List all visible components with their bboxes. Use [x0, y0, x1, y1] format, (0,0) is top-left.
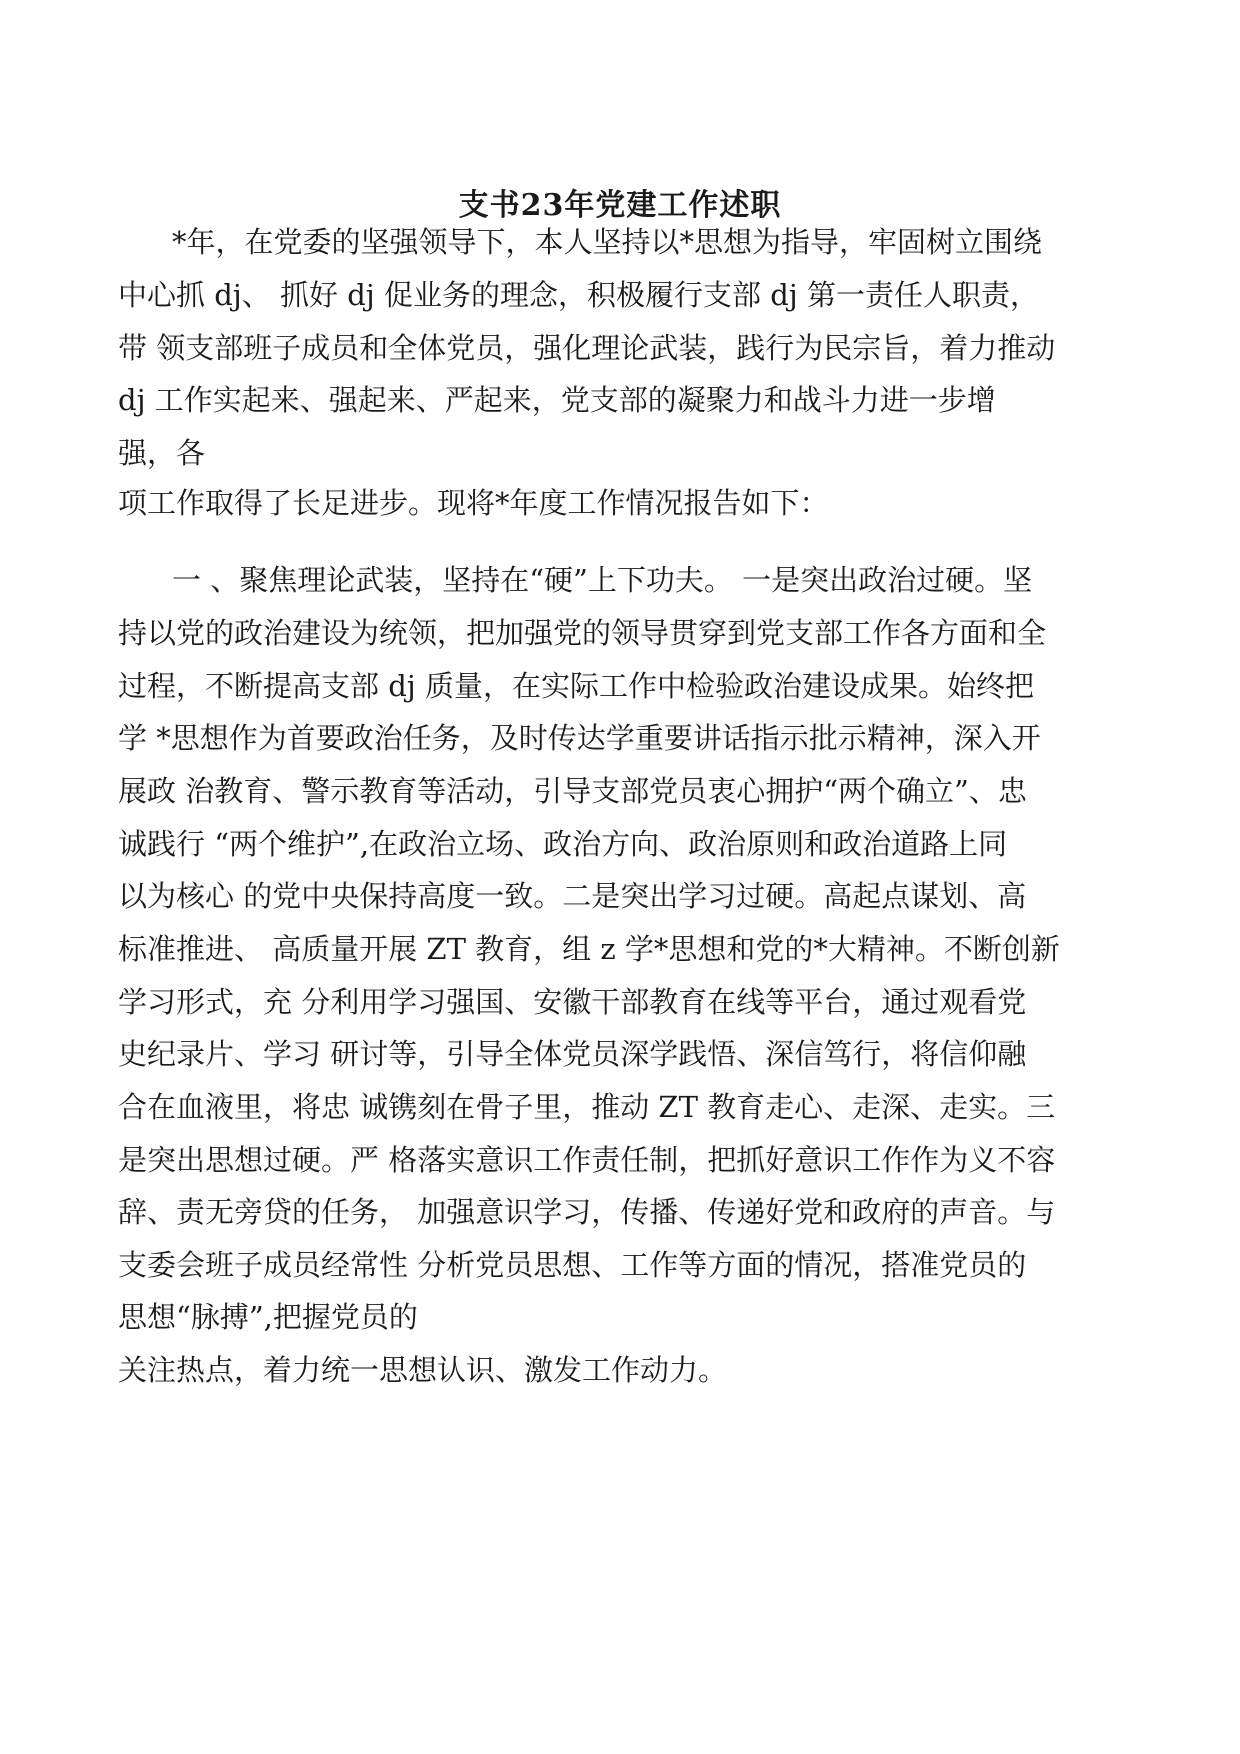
paragraph-line: 学习形式，充 分利用学习强国、安徽干部教育在线等平台，通过观看党	[118, 985, 1027, 1019]
paragraph-line: 一 、聚焦理论武装，坚持在“硬”上下功夫。 一是突出政治过硬。坚	[172, 563, 1033, 597]
paragraph-line: 史纪录片、学习 研讨等，引导全体党员深学践悟、深信笃行，将信仰融	[118, 1037, 1027, 1071]
paragraph-line: 强，各	[118, 436, 206, 470]
paragraph-line: 支委会班子成员经常性 分析党员思想、工作等方面的情况，搭准党员的	[118, 1248, 1027, 1282]
paragraph-line: 是突出思想过硬。严 格落实意识工作责任制，把抓好意识工作作为义不容	[118, 1143, 1056, 1177]
paragraph-line: 辞、责无旁贷的任务， 加强意识学习，传播、传递好党和政府的声音。与	[118, 1195, 1056, 1229]
paragraph-line: 带 领支部班子成员和全体党员，强化理论武装，践行为民宗旨，着力推动	[118, 331, 1056, 365]
paragraph-line: 项工作取得了长足进步。现将*年度工作情况报告如下：	[118, 486, 829, 520]
paragraph-line: 关注热点，着力统一思想认识、激发工作动力。	[118, 1353, 728, 1387]
paragraph-line: 持以党的政治建设为统领，把加强党的领导贯穿到党支部工作各方面和全	[118, 616, 1047, 650]
paragraph-line: 中心抓 dj、 抓好 dj 促业务的理念，积极履行支部 dj 第一责任人职责，	[118, 278, 1039, 312]
paragraph-line: *年，在党委的坚强领导下，本人坚持以*思想为指导，牢固树立围绕	[172, 225, 1043, 259]
paragraph-line: 诚践行 “两个维护”,在政治立场、政治方向、政治原则和政治道路上同	[118, 827, 1008, 861]
paragraph-line: 标准推进、 高质量开展 ZT 教育，组 z 学*思想和党的*大精神。不断创新	[118, 932, 1060, 966]
paragraph-line: 以为核心 的党中央保持高度一致。二是突出学习过硬。高起点谋划、高	[118, 879, 1027, 913]
paragraph-line: 展政 治教育、警示教育等活动，引导支部党员衷心拥护“两个确立”、忠	[118, 774, 1027, 808]
paragraph-line: 思想“脉搏”,把握党员的	[118, 1300, 418, 1334]
paragraph-line: 合在血液里，将忠 诚镌刻在骨子里，推动 ZT 教育走心、走深、走实。三	[118, 1090, 1056, 1124]
document-title: 支书23年党建工作述职	[458, 188, 782, 223]
paragraph-line: 学 *思想作为首要政治任务，及时传达学重要讲话指示批示精神，深入开	[118, 721, 1041, 755]
paragraph-line: dj 工作实起来、强起来、严起来，党支部的凝聚力和战斗力进一步增	[118, 383, 996, 417]
paragraph-line: 过程，不断提高支部 dj 质量，在实际工作中检验政治建设成果。始终把	[118, 669, 1034, 703]
